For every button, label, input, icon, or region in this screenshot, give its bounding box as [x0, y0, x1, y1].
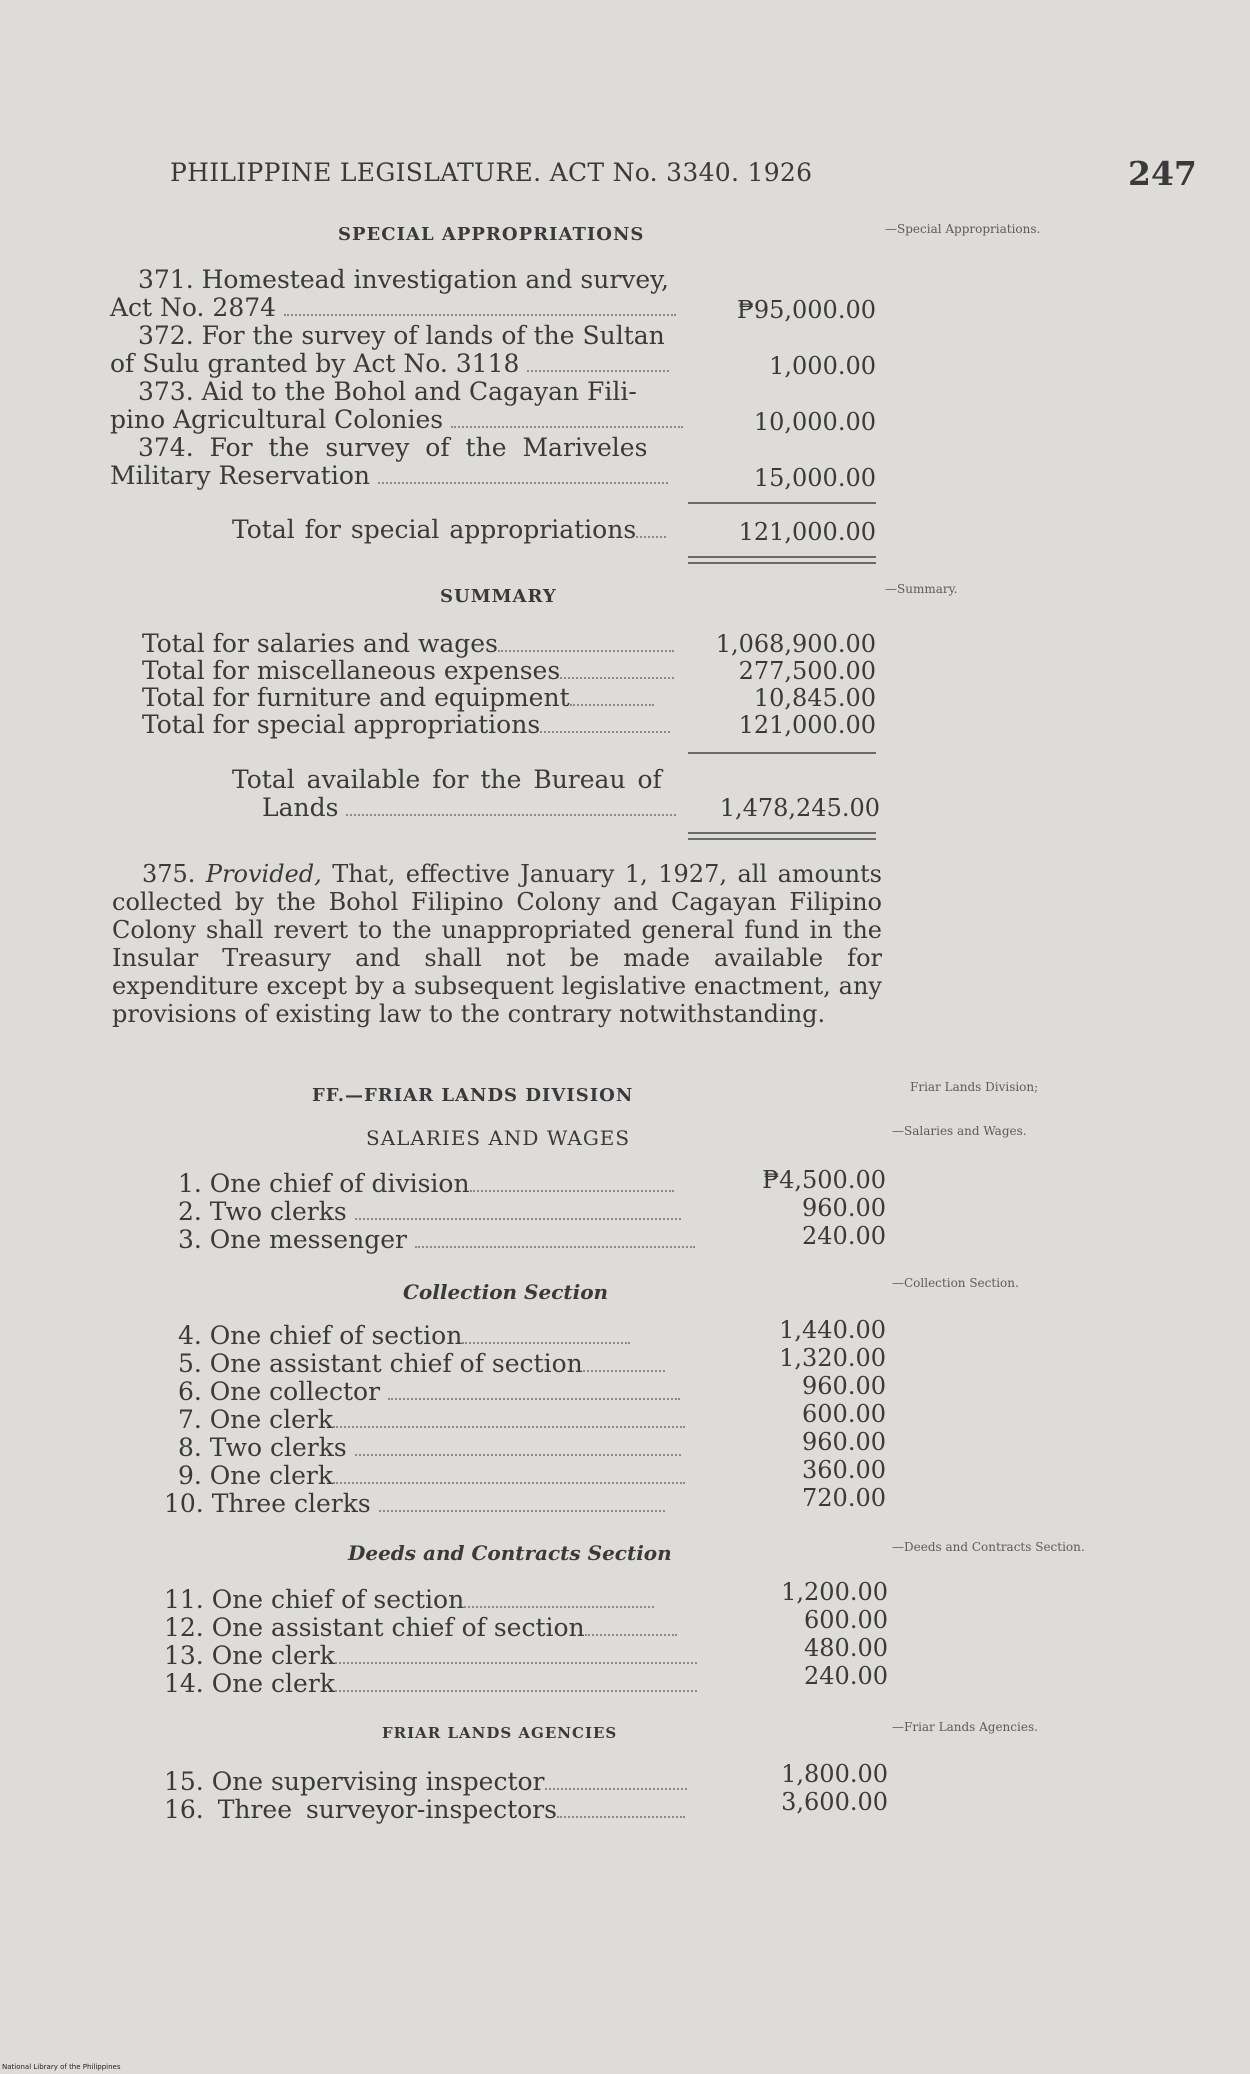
special-item-1-amount: ₱95,000.00 — [736, 296, 876, 324]
leader-dots — [284, 308, 676, 316]
section-heading-friar: FF.—FRIAR LANDS DIVISION — [312, 1085, 634, 1106]
agencies-row-15 — [164, 1768, 687, 1796]
side-note-deeds: —Deeds and Contracts Section. — [892, 1540, 1085, 1554]
salary-row-3-label: 3. One messenger — [178, 1225, 407, 1254]
section-heading-deeds: Deeds and Contracts Section — [348, 1541, 672, 1565]
side-note-collection: —Collection Section. — [892, 1276, 1019, 1290]
special-item-2-amount: 1,000.00 — [769, 352, 876, 380]
agencies-row-16-amount: 3,600.00 — [781, 1788, 888, 1816]
leader-dots — [415, 1240, 695, 1248]
proviso-number: 375. — [142, 860, 196, 888]
deeds-row-13-amount: 480.00 — [804, 1634, 888, 1662]
deeds-row-12-label: 12. One assistant chief of section — [164, 1613, 585, 1642]
special-item-3-line1: 373. Aid to the Bohol and Cagayan Fili- — [138, 377, 637, 406]
special-total-amount: 121,000.00 — [738, 518, 876, 546]
agencies-row-15-amount: 1,800.00 — [781, 1760, 888, 1788]
special-total-text: Total for special appropriations — [232, 515, 637, 544]
collection-row-10 — [164, 1490, 665, 1518]
deeds-row-11-amount: 1,200.00 — [781, 1578, 888, 1606]
leader-dots — [585, 1628, 677, 1636]
deeds-row-11 — [164, 1586, 654, 1614]
leader-dots — [451, 420, 683, 428]
special-item-1-label: Act No. 2874 — [110, 293, 277, 322]
leader-dots — [378, 476, 668, 484]
deeds-row-14 — [164, 1670, 697, 1698]
collection-row-7 — [178, 1406, 685, 1434]
summary-total-line2 — [262, 794, 676, 822]
leader-dots — [470, 1184, 674, 1192]
collection-row-9-label: 9. One clerk — [178, 1461, 334, 1490]
double-rule-bottom — [688, 838, 876, 840]
collection-row-6-amount: 960.00 — [802, 1372, 886, 1400]
side-note-special: —Special Appropriations. — [885, 222, 1041, 236]
special-item-3-amount: 10,000.00 — [753, 408, 876, 436]
special-item-3-line2 — [110, 406, 683, 434]
agencies-row-16 — [164, 1796, 685, 1824]
special-item-4-amount: 15,000.00 — [753, 464, 876, 492]
salary-row-3 — [178, 1226, 695, 1254]
salary-row-2 — [178, 1198, 681, 1226]
leader-dots — [346, 808, 676, 816]
leader-dots — [545, 1782, 687, 1790]
leader-dots — [355, 1212, 681, 1220]
collection-row-8-label: 8. Two clerks — [178, 1433, 347, 1462]
special-item-1-line1: 371. Homestead investigation and survey, — [138, 265, 669, 294]
side-note-agencies: —Friar Lands Agencies. — [892, 1720, 1038, 1734]
deeds-row-12-amount: 600.00 — [804, 1606, 888, 1634]
double-rule-top — [688, 832, 876, 834]
leader-dots — [388, 1392, 680, 1400]
summary-item-1-label: Total for salaries and wages — [142, 629, 498, 658]
collection-row-6 — [178, 1378, 680, 1406]
salary-row-1-label: 1. One chief of division — [178, 1169, 470, 1198]
leader-dots — [462, 1336, 630, 1344]
page-number: 247 — [1128, 154, 1197, 193]
collection-row-7-label: 7. One clerk — [178, 1405, 334, 1434]
summary-item-4 — [142, 711, 670, 739]
proviso-paragraph — [112, 860, 882, 1028]
total-rule — [688, 502, 876, 504]
special-item-4-line1: 374. For the survey of the Mariveles — [138, 433, 648, 462]
side-note-salaries: —Salaries and Wages. — [892, 1124, 1027, 1138]
collection-row-9 — [178, 1462, 685, 1490]
leader-dots — [570, 698, 654, 706]
summary-item-4-amount: 121,000.00 — [738, 711, 876, 739]
collection-row-4 — [178, 1322, 630, 1350]
deeds-row-13 — [164, 1642, 697, 1670]
collection-row-5 — [178, 1350, 665, 1378]
leader-dots — [557, 1810, 685, 1818]
special-item-1-line2 — [110, 294, 676, 322]
summary-item-1 — [142, 630, 674, 658]
leader-dots — [583, 1364, 665, 1372]
salary-row-2-label: 2. Two clerks — [178, 1197, 347, 1226]
leader-dots — [498, 644, 674, 652]
special-item-4-label: Military Reservation — [110, 461, 370, 490]
proviso-text: That, effective January 1, 1927, all amounts collected by the Bohol Filipino Colony and Cagayan Filipino Colony shall revert to the unappropriated general fund in the Insular Treasury and shall not be made available for expenditure except by a subsequent legislative enactment, any provisions of existing law to the contrary notwithstanding. — [112, 860, 882, 1028]
salary-row-2-amount: 960.00 — [802, 1194, 886, 1222]
special-item-2-line1: 372. For the survey of lands of the Sultan — [138, 321, 665, 350]
special-total-label — [232, 516, 666, 544]
agencies-row-15-label: 15. One supervising inspector — [164, 1767, 545, 1796]
collection-row-8 — [178, 1434, 681, 1462]
special-item-2-label: of Sulu granted by Act No. 3118 — [110, 349, 520, 378]
side-note-friar: Friar Lands Division; — [910, 1080, 1039, 1094]
collection-row-6-label: 6. One collector — [178, 1377, 381, 1406]
collection-row-5-label: 5. One assistant chief of section — [178, 1349, 583, 1378]
leader-dots — [335, 1684, 697, 1692]
summary-total-lands: Lands — [262, 793, 339, 822]
agencies-row-16-label: 16. Three surveyor-inspectors — [164, 1795, 557, 1824]
summary-item-2 — [142, 657, 674, 685]
summary-item-2-amount: 277,500.00 — [738, 657, 876, 685]
footer-credit: National Library of the Philippines — [2, 2063, 121, 2071]
leader-dots — [379, 1504, 665, 1512]
summary-item-4-label: Total for special appropriations — [142, 710, 541, 739]
leader-dots — [333, 1476, 685, 1484]
double-rule-bottom — [688, 562, 876, 564]
deeds-row-13-label: 13. One clerk — [164, 1641, 335, 1670]
collection-row-9-amount: 360.00 — [802, 1456, 886, 1484]
summary-total-line1: Total available for the Bureau of — [232, 765, 662, 794]
double-rule-top — [688, 556, 876, 558]
deeds-row-11-label: 11. One chief of section — [164, 1585, 465, 1614]
collection-row-8-amount: 960.00 — [802, 1428, 886, 1456]
deeds-row-12 — [164, 1614, 677, 1642]
collection-row-7-amount: 600.00 — [802, 1400, 886, 1428]
section-heading-salaries: SALARIES AND WAGES — [366, 1126, 631, 1150]
collection-row-10-amount: 720.00 — [802, 1484, 886, 1512]
collection-row-4-label: 4. One chief of section — [178, 1321, 463, 1350]
side-note-summary: —Summary. — [885, 582, 958, 596]
section-heading-collection: Collection Section — [403, 1280, 609, 1304]
summary-item-3 — [142, 684, 654, 712]
section-heading-special: SPECIAL APPROPRIATIONS — [338, 224, 645, 245]
leader-dots — [333, 1420, 685, 1428]
running-head: PHILIPPINE LEGISLATURE. ACT No. 3340. 1926 — [170, 158, 813, 187]
leader-dots — [464, 1600, 654, 1608]
collection-row-4-amount: 1,440.00 — [779, 1316, 886, 1344]
summary-item-2-label: Total for miscellaneous expenses — [142, 656, 561, 685]
salary-row-3-amount: 240.00 — [802, 1222, 886, 1250]
collection-row-5-amount: 1,320.00 — [779, 1344, 886, 1372]
special-item-2-line2 — [110, 350, 669, 378]
deeds-row-14-amount: 240.00 — [804, 1662, 888, 1690]
special-item-3-label: pino Agricultural Colonies — [110, 405, 444, 434]
leader-dots — [527, 364, 669, 372]
leader-dots — [355, 1448, 681, 1456]
proviso-italic: Provided, — [205, 860, 322, 888]
section-heading-agencies: FRIAR LANDS AGENCIES — [382, 1724, 618, 1742]
summary-item-3-amount: 10,845.00 — [753, 684, 876, 712]
deeds-row-14-label: 14. One clerk — [164, 1669, 335, 1698]
collection-row-10-label: 10. Three clerks — [164, 1489, 371, 1518]
leader-dots — [540, 725, 670, 733]
summary-total-amount: 1,478,245.00 — [719, 794, 880, 822]
special-item-4-line2 — [110, 462, 668, 490]
salary-row-1 — [178, 1170, 674, 1198]
summary-item-1-amount: 1,068,900.00 — [715, 630, 876, 658]
leader-dots — [335, 1656, 697, 1664]
section-heading-summary: SUMMARY — [440, 586, 557, 607]
summary-item-3-label: Total for furniture and equipment — [142, 683, 570, 712]
salary-row-1-amount: ₱4,500.00 — [762, 1166, 886, 1194]
total-rule — [688, 752, 876, 754]
